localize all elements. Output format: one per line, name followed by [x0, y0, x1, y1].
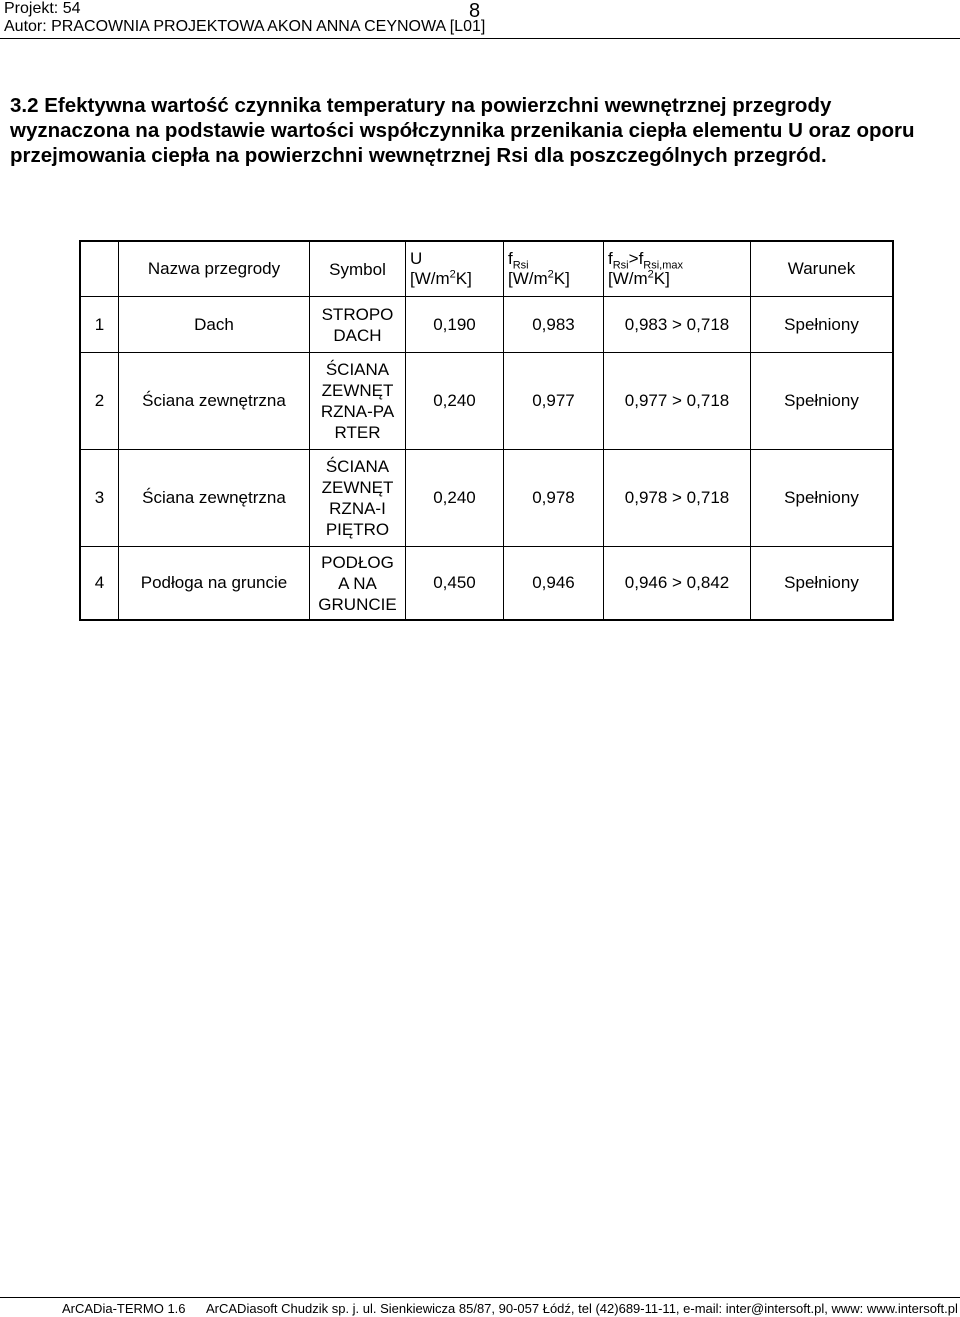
- u-value: 0,190: [406, 297, 504, 353]
- section-heading: 3.2 Efektywna wartość czynnika temperatury na powierzchni wewnętrznej przegrody wyznaczona na podstawie wartości współczynnika przenikania ciepła elementu U oraz oporu przejmowania ciepła na powierzchni wewnętrznej Rsi dla poszczególnych przegród.: [10, 94, 915, 167]
- u-value: 0,450: [406, 547, 504, 621]
- frsi-value: 0,977: [504, 353, 604, 450]
- result-value: Spełniony: [751, 450, 894, 547]
- header-u: [406, 241, 504, 297]
- header-result: Warunek: [751, 241, 894, 297]
- row-number: 1: [80, 297, 119, 353]
- condition-value: 0,946 > 0,842: [604, 547, 751, 621]
- partition-table: [79, 240, 894, 621]
- header-frsi: [504, 241, 604, 297]
- header-u-unit: $[W/m^2K]$: [410, 268, 472, 288]
- table-row: [80, 353, 893, 450]
- row-number: 4: [80, 547, 119, 621]
- partition-symbol: ŚCIANA ZEWNĘT RZNA-I PIĘTRO: [310, 450, 406, 547]
- header-name: Nazwa przegrody: [119, 241, 310, 297]
- u-value: 0,240: [406, 353, 504, 450]
- table-row: [80, 450, 893, 547]
- footer-company: ArCADiasoft Chudzik sp. j. ul. Sienkiewicza 85/87, 90-057 Łódź, tel (42)689-11-11, e-mail: inter@intersoft.pl, www: www.intersoft.pl: [206, 1301, 958, 1316]
- condition-value: 0,977 > 0,718: [604, 353, 751, 450]
- footer-divider: [0, 1297, 960, 1298]
- header-condition-formula: $f_{Rsi}>f_{Rsi,max}$: [608, 249, 684, 272]
- row-number: 2: [80, 353, 119, 450]
- condition-value: 0,983 > 0,718: [604, 297, 751, 353]
- partition-symbol: ŚCIANA ZEWNĘT RZNA-PA RTER: [310, 353, 406, 450]
- page-number: 8: [469, 0, 481, 22]
- partition-name: Dach: [119, 297, 310, 353]
- table-header-row: [80, 241, 893, 297]
- header-condition-unit: $[W/m^2K]$: [608, 268, 670, 288]
- result-value: Spełniony: [751, 297, 894, 353]
- frsi-value: 0,946: [504, 547, 604, 621]
- partition-symbol: PODŁOG A NA GRUNCIE: [310, 547, 406, 621]
- partition-symbol: STROPO DACH: [310, 297, 406, 353]
- result-value: Spełniony: [751, 547, 894, 621]
- header-number: [80, 241, 119, 297]
- project-label: Projekt: 54: [4, 0, 81, 17]
- header-symbol: Symbol: [310, 241, 406, 297]
- header-condition: [604, 241, 751, 297]
- partition-name: Podłoga na gruncie: [119, 547, 310, 621]
- partition-name: Ściana zewnętrzna: [119, 450, 310, 547]
- author-label: Autor: PRACOWNIA PROJEKTOWA AKON ANNA CEYNOWA [L01]: [4, 18, 486, 35]
- header-frsi-unit: $[W/m^2K]$: [508, 268, 570, 288]
- footer-software: ArCADia-TERMO 1.6: [62, 1301, 186, 1316]
- header-frsi-symbol: $f_{Rsi}$: [508, 249, 529, 272]
- condition-value: 0,978 > 0,718: [604, 450, 751, 547]
- partition-name: Ściana zewnętrzna: [119, 353, 310, 450]
- u-value: 0,240: [406, 450, 504, 547]
- header-u-symbol: U: [410, 249, 423, 268]
- row-number: 3: [80, 450, 119, 547]
- frsi-value: 0,978: [504, 450, 604, 547]
- header-divider: [0, 38, 960, 39]
- frsi-value: 0,983: [504, 297, 604, 353]
- table-row: [80, 547, 893, 621]
- table-row: [80, 297, 893, 353]
- result-value: Spełniony: [751, 353, 894, 450]
